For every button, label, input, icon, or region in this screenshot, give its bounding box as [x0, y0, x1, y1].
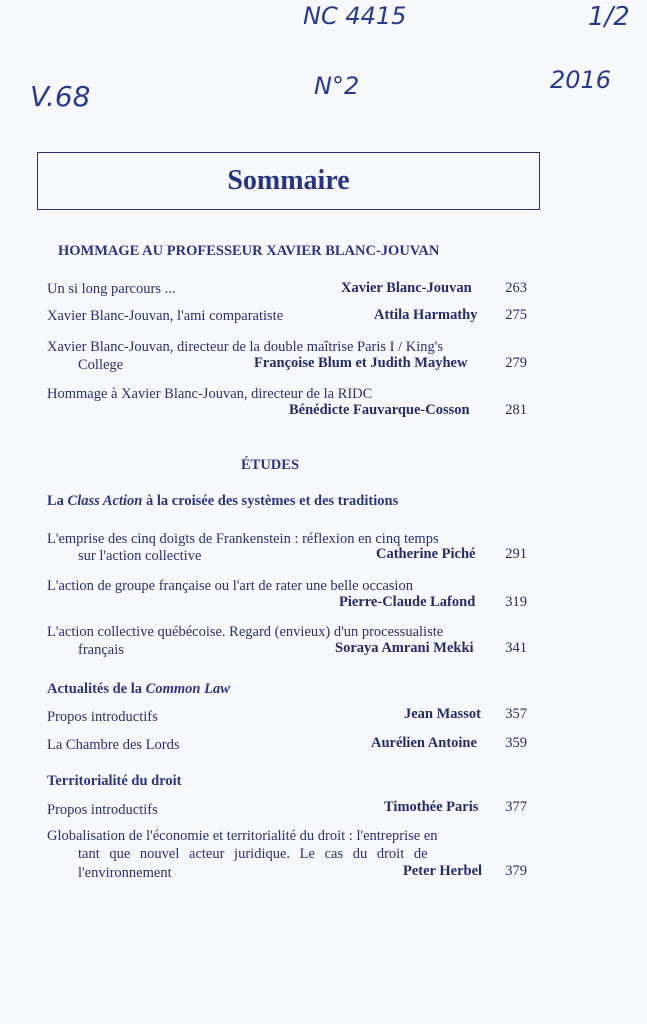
- subsection-heading-common-law: [47, 681, 230, 698]
- toc-entry-title-line1: Globalisation de l'économie et territorialité du droit : l'entreprise en: [47, 828, 438, 844]
- toc-entry-page: 319: [505, 594, 527, 610]
- title-box: [37, 152, 540, 210]
- toc-entry-author: Françoise Blum et Judith Mayhew: [254, 355, 468, 371]
- toc-entry-author: Aurélien Antoine: [371, 735, 477, 751]
- handwritten-volume: V.68: [30, 80, 91, 113]
- section-heading-hommage: HOMMAGE AU PROFESSEUR XAVIER BLANC-JOUVAN: [58, 243, 440, 259]
- subsection-heading-post: à la croisée des systèmes et des traditions: [142, 493, 399, 509]
- toc-entry-page: 359: [505, 735, 527, 751]
- toc-entry-author: Catherine Piché: [376, 546, 476, 562]
- toc-entry-author: Pierre-Claude Lafond: [339, 594, 476, 610]
- toc-entry-title: Propos introductifs: [47, 802, 158, 818]
- toc-entry-author: Bénédicte Fauvarque-Cosson: [289, 402, 470, 418]
- toc-entry-page: 275: [505, 307, 527, 323]
- toc-entry-title-line1: L'action collective québécoise. Regard (envieux) d'un processualiste: [47, 624, 444, 640]
- toc-entry-title: Propos introductifs: [47, 709, 158, 725]
- subsection-heading-pre: Actualités de la: [47, 681, 146, 697]
- toc-entry-page: 379: [505, 863, 527, 879]
- subsection-heading-class-action: [47, 493, 398, 510]
- toc-entry-author: Attila Harmathy: [374, 307, 478, 323]
- toc-entry-page: 281: [505, 402, 527, 418]
- subsection-heading-territorialite: Territorialité du droit: [47, 773, 182, 789]
- toc-entry-title-line2: College: [78, 357, 124, 373]
- toc-entry-title-line2: tant que nouvel acteur juridique. Le cas du droit de: [78, 846, 428, 862]
- toc-entry-page: 341: [505, 640, 527, 656]
- toc-entry-author: Soraya Amrani Mekki: [335, 640, 474, 656]
- toc-entry-title: Un si long parcours ...: [47, 281, 176, 297]
- toc-entry-title-line3: l'environnement: [78, 865, 172, 881]
- toc-entry-title-line1: L'emprise des cinq doigts de Frankenstein : réflexion en cinq temps: [47, 531, 439, 547]
- subsection-heading-pre: La: [47, 493, 68, 509]
- handwritten-year: 2016: [550, 66, 612, 94]
- toc-entry-author: Peter Herbel: [403, 863, 483, 879]
- toc-entry-author: Jean Massot: [404, 706, 481, 722]
- toc-entry-title: L'action de groupe française ou l'art de rater une belle occasion: [47, 578, 413, 594]
- section-heading-etudes: ÉTUDES: [240, 457, 300, 473]
- toc-entry-page: 279: [505, 355, 527, 371]
- toc-entry-author: Timothée Paris: [384, 799, 479, 815]
- toc-entry-title-line2: sur l'action collective: [78, 548, 202, 564]
- page-title: Sommaire: [227, 165, 350, 196]
- handwritten-issue-number: N°2: [314, 72, 360, 100]
- toc-entry-page: 377: [505, 799, 527, 815]
- handwritten-volume-fraction: 1/2: [588, 2, 630, 32]
- toc-entry-title: Xavier Blanc-Jouvan, l'ami comparatiste: [47, 308, 284, 324]
- toc-entry-page: 357: [505, 706, 527, 722]
- subsection-heading-italic: Class Action: [67, 493, 143, 509]
- handwritten-call-number: NC 4415: [303, 2, 407, 30]
- toc-entry-page: 263: [505, 280, 527, 296]
- toc-entry-title-line2: français: [78, 642, 124, 658]
- toc-entry-title: Hommage à Xavier Blanc-Jouvan, directeur de la RIDC: [47, 386, 373, 402]
- toc-entry-title-line1: Xavier Blanc-Jouvan, directeur de la double maîtrise Paris I / King's: [47, 339, 444, 355]
- subsection-heading-italic: Common Law: [145, 681, 230, 697]
- toc-entry-title: La Chambre des Lords: [47, 737, 180, 753]
- toc-entry-page: 291: [505, 546, 527, 562]
- toc-entry-author: Xavier Blanc-Jouvan: [341, 280, 472, 296]
